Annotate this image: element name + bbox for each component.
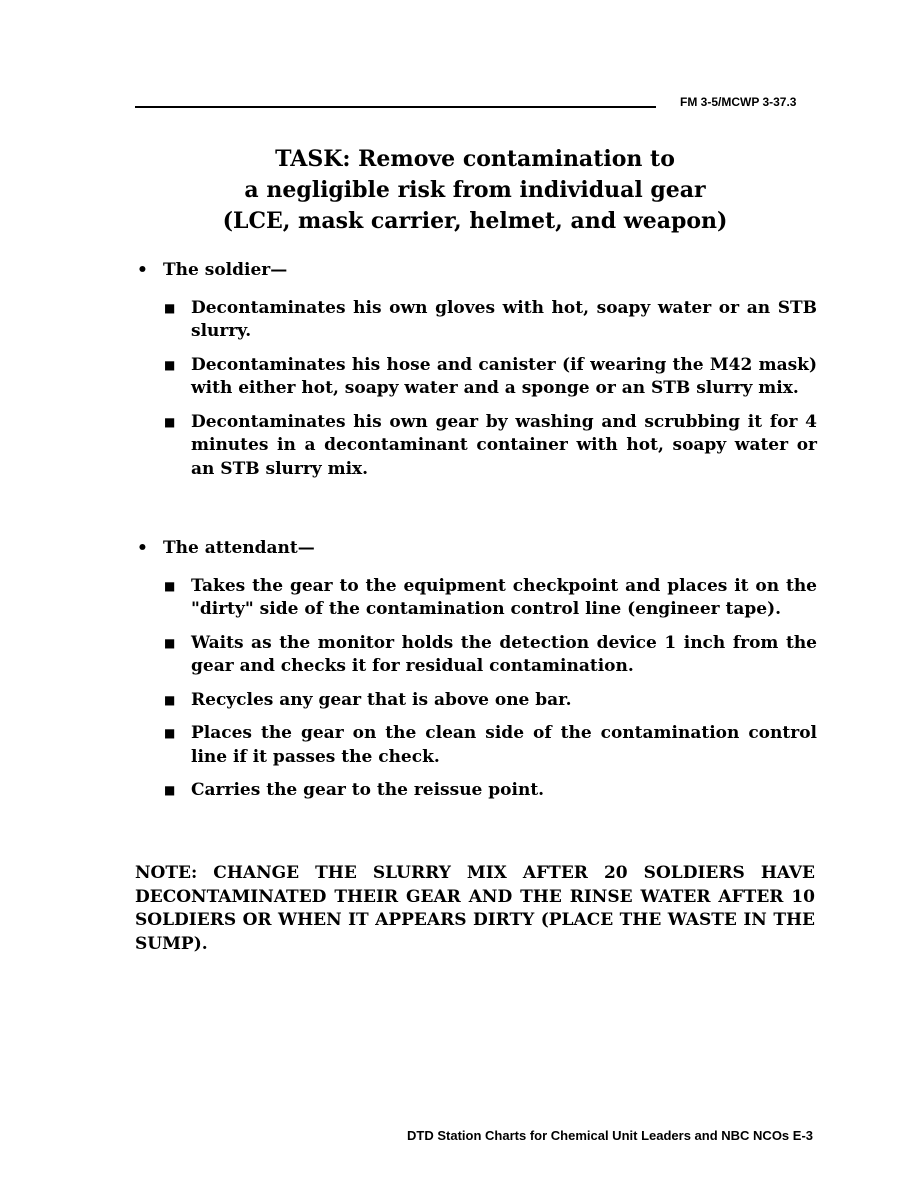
list-item-text: Carries the gear to the reissue point.: [191, 780, 545, 800]
bullet-icon: •: [137, 538, 148, 558]
role-heading: [137, 259, 817, 283]
task-list: [164, 297, 817, 482]
list-item: [164, 689, 817, 713]
task-list: [164, 575, 817, 803]
list-item-text: Decontaminates his hose and canister (if wearing the M42 mask) with either hot, soapy water and a sponge or an STB slurry mix.: [191, 354, 817, 398]
role-label: The attendant—: [163, 538, 315, 558]
list-item-text: Recycles any gear that is above one bar.: [191, 689, 572, 710]
square-bullet-icon: ■: [164, 783, 176, 797]
list-item: [164, 411, 817, 482]
list-item: [164, 575, 817, 622]
title-line: a negligible risk from individual gear: [244, 177, 706, 203]
list-item-text: Decontaminates his own gloves with hot, soapy water or an STB slurry.: [191, 297, 817, 341]
square-bullet-icon: ■: [164, 357, 176, 372]
title-line: (LCE, mask carrier, helmet, and weapon): [222, 208, 728, 234]
square-bullet-icon: ■: [164, 726, 176, 740]
list-item: [164, 779, 817, 803]
list-item-text: Places the gear on the clean side of the contamination control line if it passes the check.: [191, 723, 817, 767]
list-item-text: Waits as the monitor holds the detection device 1 inch from the gear and checks it for residual contamination.: [191, 632, 817, 676]
header-rule: [135, 106, 656, 108]
square-bullet-icon: ■: [164, 635, 176, 650]
soldier-section: [137, 259, 817, 491]
role-heading: [137, 537, 817, 561]
title-line: TASK: Remove contamination to: [275, 146, 675, 172]
list-item-text: Decontaminates his own gear by washing and scrubbing it for 4 minutes in a decontaminant container with hot, soapy water or an STB slurry mix.: [191, 411, 817, 479]
square-bullet-icon: ■: [164, 578, 176, 593]
role-label: The soldier—: [163, 260, 288, 280]
list-item-text: Takes the gear to the equipment checkpoint and places it on the "dirty" side of the contamination control line (engineer tape).: [191, 575, 817, 619]
square-bullet-icon: ■: [164, 414, 176, 429]
list-item: [164, 297, 817, 344]
list-item: [164, 632, 817, 679]
square-bullet-icon: ■: [164, 300, 176, 315]
list-item: [164, 354, 817, 401]
square-bullet-icon: ■: [164, 692, 176, 707]
page-footer: DTD Station Charts for Chemical Unit Leaders and NBC NCOs E-3: [407, 1128, 813, 1143]
page-title: [135, 144, 815, 237]
bullet-icon: •: [137, 260, 148, 280]
list-item: [164, 722, 817, 769]
note-paragraph: NOTE: CHANGE THE SLURRY MIX AFTER 20 SOLDIERS HAVE DECONTAMINATED THEIR GEAR AND THE RINSE WATER AFTER 10 SOLDIERS OR WHEN IT APPEARS DIRTY (PLACE THE WASTE IN THE SUMP).: [135, 863, 815, 954]
document-code: FM 3-5/MCWP 3-37.3: [680, 95, 797, 109]
attendant-section: [137, 537, 817, 813]
